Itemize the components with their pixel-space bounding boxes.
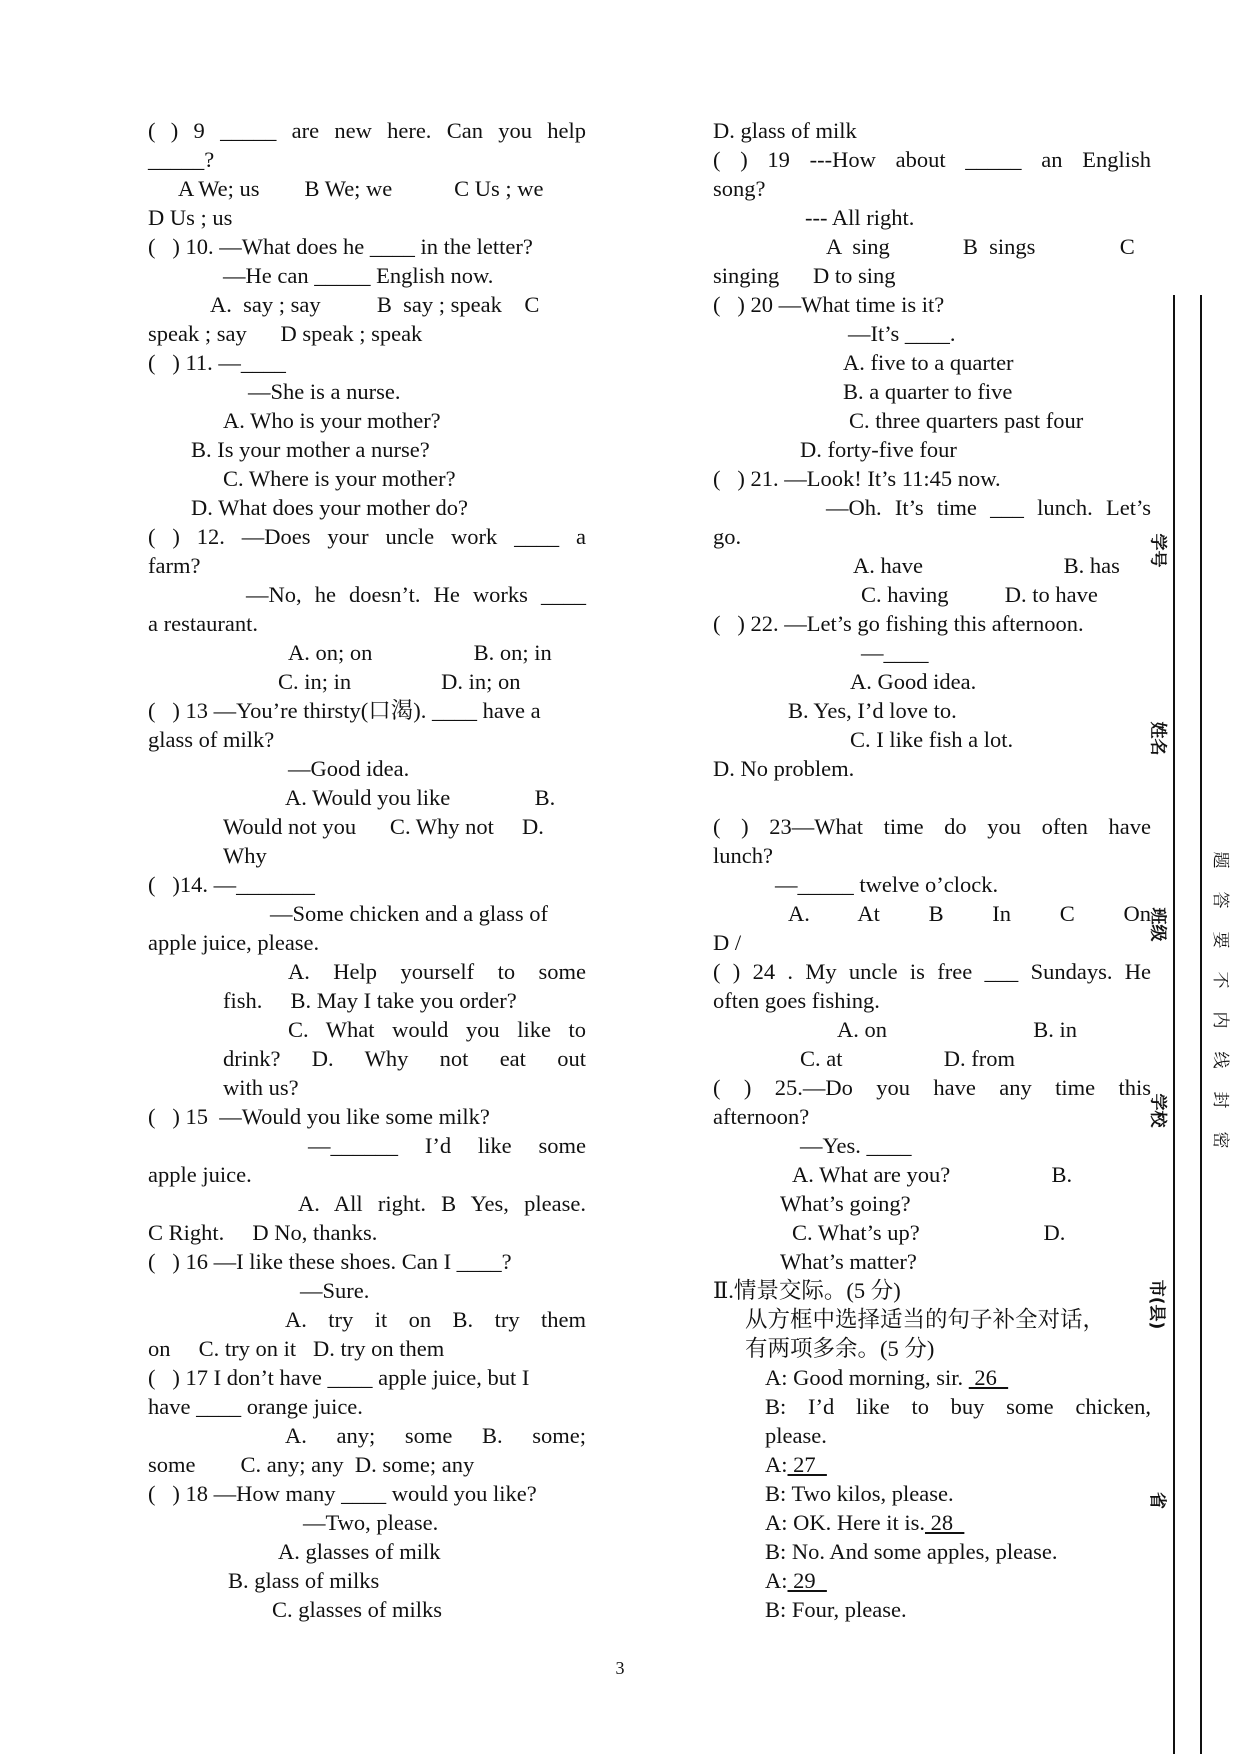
line-text: ( ) 23—What time do you often have — [713, 814, 1151, 839]
text-line — [148, 1247, 586, 1276]
text-line — [148, 609, 586, 638]
city-label: 市(县) — [1146, 1279, 1167, 1330]
text-line — [148, 522, 586, 551]
line-text: farm? — [148, 553, 201, 578]
line-text: —Two, please. — [303, 1510, 439, 1535]
student-id-label: 学号 — [1147, 533, 1168, 568]
line-text: go. — [713, 524, 742, 549]
text-line — [148, 1015, 586, 1044]
text-line — [148, 1102, 586, 1131]
province-label: 省 — [1147, 1492, 1167, 1509]
line-text: A: OK. Here it is. — [765, 1510, 925, 1535]
line-text: ( ) 10. —What does he ____ in the letter? — [148, 234, 533, 259]
line-text: have ____ orange juice. — [148, 1394, 363, 1419]
text-line — [148, 841, 586, 870]
text-line — [148, 1595, 586, 1624]
text-line — [148, 551, 586, 580]
text-line — [148, 116, 586, 145]
text-line — [148, 1421, 586, 1450]
line-text: —____ — [861, 640, 929, 665]
text-line — [713, 957, 1151, 986]
text-line — [713, 232, 1151, 261]
line-text: B. Is your mother a nurse? — [191, 437, 430, 462]
line-text: A. What are you? B. — [792, 1162, 1073, 1187]
text-line — [148, 638, 586, 667]
text-line — [713, 145, 1151, 174]
text-line — [713, 638, 1151, 667]
text-line — [148, 145, 586, 174]
line-text: D. No problem. — [713, 756, 855, 781]
line-text: A. Help yourself to some — [288, 959, 586, 984]
left-column — [148, 116, 586, 1624]
line-text: ( ) 21. —Look! It’s 11:45 now. — [713, 466, 1001, 491]
line-text: A: Good morning, sir. — [765, 1365, 969, 1390]
text-line — [148, 957, 586, 986]
text-line — [148, 986, 586, 1015]
text-line — [713, 522, 1151, 551]
line-text: speak ; say D speak ; speak — [148, 321, 423, 346]
text-line — [148, 377, 586, 406]
answer-blank: 26 — [968, 1365, 1009, 1390]
text-line — [148, 464, 586, 493]
text-line — [148, 174, 586, 203]
line-text: apple juice. — [148, 1162, 252, 1187]
line-text: What’s going? — [780, 1191, 911, 1216]
line-text: 有两项多余。(5 分) — [745, 1336, 935, 1361]
answer-blank: 28 — [924, 1510, 965, 1535]
line-text: ( ) 20 —What time is it? — [713, 292, 945, 317]
text-line — [148, 1044, 586, 1073]
line-text: A. five to a quarter — [843, 350, 1014, 375]
line-text: drink? D. Why not eat out — [223, 1046, 586, 1071]
line-text: A. on; on B. on; in — [288, 640, 552, 665]
text-line — [148, 493, 586, 522]
text-line — [713, 261, 1151, 290]
text-line — [713, 203, 1151, 232]
text-line — [148, 1131, 586, 1160]
text-line — [148, 1450, 586, 1479]
text-line — [148, 667, 586, 696]
text-line — [713, 870, 1151, 899]
text-line — [713, 116, 1151, 145]
text-line — [148, 1073, 586, 1102]
line-text: A. on B. in — [837, 1017, 1078, 1042]
line-text: —It’s ____. — [848, 321, 956, 346]
line-text: ( ) 18 —How many ____ would you like? — [148, 1481, 537, 1506]
warning-char: 内 — [1210, 1011, 1230, 1029]
text-line — [713, 1566, 1151, 1595]
warning-char: 题 — [1210, 851, 1230, 869]
line-text: —Oh. It’s time ___ lunch. Let’s — [826, 495, 1151, 520]
text-line — [713, 899, 1151, 928]
line-text: with us? — [223, 1075, 299, 1100]
text-line — [148, 899, 586, 928]
text-line — [148, 1537, 586, 1566]
text-line — [713, 667, 1151, 696]
line-text: A. Who is your mother? — [223, 408, 441, 433]
text-line — [148, 754, 586, 783]
text-line — [713, 319, 1151, 348]
text-line — [713, 1421, 1151, 1450]
line-text: D / — [713, 930, 742, 955]
text-line — [713, 493, 1151, 522]
line-text: B: No. And some apples, please. — [765, 1539, 1058, 1564]
text-line — [713, 1189, 1151, 1218]
line-text: D. glass of milk — [713, 118, 857, 143]
text-line — [148, 783, 586, 812]
line-text: C. What would you like to — [288, 1017, 586, 1042]
line-text: ( ) 17 I don’t have ____ apple juice, but I — [148, 1365, 530, 1390]
line-text: often goes fishing. — [713, 988, 880, 1013]
text-line — [148, 1392, 586, 1421]
text-line — [713, 754, 1151, 783]
line-text: C. in; in D. in; on — [278, 669, 521, 694]
text-line — [713, 348, 1151, 377]
text-line — [713, 580, 1151, 609]
text-line — [148, 290, 586, 319]
text-line — [148, 406, 586, 435]
line-text: —She is a nurse. — [248, 379, 401, 404]
line-text: B. glass of milks — [228, 1568, 380, 1593]
line-text: ( ) 12. —Does your uncle work ____ a — [148, 524, 586, 549]
line-text: on C. try on it D. try on them — [148, 1336, 445, 1361]
text-line — [148, 1508, 586, 1537]
line-text: —Sure. — [300, 1278, 370, 1303]
line-text: ( ) 13 —You’re thirsty(口渴). ____ have a — [148, 698, 541, 723]
line-text: C. having D. to have — [861, 582, 1098, 607]
page-number: 3 — [615, 1658, 625, 1678]
text-line — [148, 580, 586, 609]
text-line — [713, 464, 1151, 493]
text-line — [148, 1218, 586, 1247]
line-text: A sing B sings C — [826, 234, 1135, 259]
text-line — [713, 1334, 1151, 1363]
line-text: 从方框中选择适当的句子补全对话， — [745, 1307, 1106, 1332]
line-text: afternoon? — [713, 1104, 810, 1129]
text-line — [148, 435, 586, 464]
text-line — [148, 232, 586, 261]
line-text: B. a quarter to five — [843, 379, 1013, 404]
text-line — [713, 174, 1151, 203]
text-line — [148, 261, 586, 290]
line-text: A: — [765, 1452, 788, 1477]
text-line — [713, 1363, 1151, 1392]
text-line — [713, 435, 1151, 464]
text-line — [148, 203, 586, 232]
answer-blank: 27 — [787, 1452, 827, 1477]
text-line — [148, 870, 586, 899]
line-text: A We; us B We; we C Us ; we — [178, 176, 544, 201]
text-line — [713, 551, 1151, 580]
text-line — [148, 812, 586, 841]
text-line — [148, 1160, 586, 1189]
line-text: A. At B In C On — [788, 901, 1151, 926]
line-text: What’s matter? — [780, 1249, 917, 1274]
line-text: C Right. D No, thanks. — [148, 1220, 378, 1245]
line-text: —Yes. ____ — [800, 1133, 912, 1158]
line-text: B: Four, please. — [765, 1597, 907, 1622]
line-text: C. I like fish a lot. — [850, 727, 1014, 752]
line-text: ( ) 16 —I like these shoes. Can I ____? — [148, 1249, 512, 1274]
text-line — [713, 1508, 1151, 1537]
line-text: ( )14. —_______ — [148, 872, 315, 897]
binding-line-inner — [1173, 295, 1175, 1754]
line-text: song? — [713, 176, 766, 201]
line-text: —No, he doesn’t. He works ____ — [246, 582, 586, 607]
text-line — [148, 1479, 586, 1508]
line-text: Why — [223, 843, 267, 868]
text-line — [713, 986, 1151, 1015]
text-line — [713, 696, 1151, 725]
text-line — [713, 1160, 1151, 1189]
text-line — [148, 348, 586, 377]
line-text: —_____ twelve o’clock. — [775, 872, 999, 897]
text-line — [713, 1015, 1151, 1044]
warning-char: 不 — [1210, 971, 1230, 989]
line-text: some C. any; any D. some; any — [148, 1452, 475, 1477]
line-text: _____? — [148, 147, 215, 172]
line-text: ( ) 25.—Do you have any time this — [713, 1075, 1151, 1100]
text-line — [713, 1392, 1151, 1421]
class-label: 班级 — [1147, 907, 1168, 942]
text-line — [713, 406, 1151, 435]
line-text: please. — [765, 1423, 827, 1448]
line-text: —He can _____ English now. — [223, 263, 494, 288]
text-line — [148, 696, 586, 725]
text-line — [713, 725, 1151, 754]
line-text: C. three quarters past four — [849, 408, 1084, 433]
text-line — [148, 1334, 586, 1363]
line-text: —______ I’d like some — [308, 1133, 586, 1158]
text-line — [713, 1305, 1151, 1334]
warning-char: 封 — [1210, 1091, 1230, 1109]
text-line — [713, 1450, 1151, 1479]
line-text: Would not you C. Why not D. — [223, 814, 544, 839]
line-text: D Us ; us — [148, 205, 233, 230]
line-text: C. Where is your mother? — [223, 466, 456, 491]
warning-char: 密 — [1210, 1131, 1230, 1149]
text-line — [713, 609, 1151, 638]
line-text: lunch? — [713, 843, 773, 868]
text-line — [148, 1189, 586, 1218]
text-line — [713, 1044, 1151, 1073]
text-line — [148, 1305, 586, 1334]
text-line — [713, 928, 1151, 957]
seal-line-warning — [1205, 840, 1235, 1160]
line-text: A. All right. B Yes, please. — [298, 1191, 586, 1216]
text-line — [148, 1363, 586, 1392]
right-column — [713, 116, 1151, 1624]
school-label: 学校 — [1147, 1093, 1168, 1128]
text-line — [148, 725, 586, 754]
line-text: --- All right. — [805, 205, 915, 230]
text-line — [713, 1276, 1151, 1305]
line-text: A. say ; say B say ; speak C — [210, 292, 540, 317]
line-text: C. What’s up? D. — [792, 1220, 1066, 1245]
text-line — [148, 928, 586, 957]
text-line — [713, 1073, 1151, 1102]
text-line — [713, 783, 1151, 812]
text-line — [148, 1566, 586, 1595]
text-line — [713, 1131, 1151, 1160]
line-text: C. glasses of milks — [272, 1597, 443, 1622]
line-text: A: — [765, 1568, 788, 1593]
text-line — [713, 1479, 1151, 1508]
line-text: B: Two kilos, please. — [765, 1481, 954, 1506]
text-line — [713, 1102, 1151, 1131]
line-text: B: I’d like to buy some chicken, — [765, 1394, 1151, 1419]
line-text: singing D to sing — [713, 263, 896, 288]
line-text: a restaurant. — [148, 611, 258, 636]
line-text: C. at D. from — [800, 1046, 1015, 1071]
text-line — [713, 290, 1151, 319]
line-text: ( ) 11. —____ — [148, 350, 286, 375]
text-line — [713, 841, 1151, 870]
warning-char: 线 — [1210, 1051, 1230, 1069]
line-text: ( ) 24 . My uncle is free ___ Sundays. He — [713, 959, 1151, 984]
text-line — [148, 319, 586, 348]
warning-char: 答 — [1210, 891, 1230, 909]
line-text: D. forty-five four — [800, 437, 957, 462]
text-line — [713, 1218, 1151, 1247]
line-text: glass of milk? — [148, 727, 275, 752]
text-line — [713, 1595, 1151, 1624]
line-text: fish. B. May I take you order? — [223, 988, 517, 1013]
line-text: A. have B. has — [853, 553, 1120, 578]
line-text: A. any; some B. some; — [285, 1423, 586, 1448]
line-text: A. Good idea. — [850, 669, 977, 694]
line-text: A. glasses of milk — [278, 1539, 441, 1564]
text-line — [713, 377, 1151, 406]
line-text: ( ) 15 —Would you like some milk? — [148, 1104, 490, 1129]
line-text: ( ) 19 ---How about _____ an English — [713, 147, 1151, 172]
line-text: A. try it on B. try them — [285, 1307, 586, 1332]
line-text: —Good idea. — [288, 756, 410, 781]
line-text: A. Would you like B. — [285, 785, 556, 810]
student-name-label: 姓名 — [1147, 721, 1168, 756]
line-text: ( ) 9 _____ are new here. Can you help — [148, 118, 586, 143]
text-line — [148, 1276, 586, 1305]
text-line — [713, 812, 1151, 841]
text-line — [713, 1247, 1151, 1276]
text-line — [713, 1537, 1151, 1566]
answer-blank: 29 — [787, 1568, 827, 1593]
line-text: apple juice, please. — [148, 930, 320, 955]
line-text: D. What does your mother do? — [191, 495, 469, 520]
line-text: —Some chicken and a glass of — [270, 901, 549, 926]
warning-char: 要 — [1210, 931, 1230, 949]
line-text: ( ) 22. —Let’s go fishing this afternoon. — [713, 611, 1084, 636]
line-text: B. Yes, I’d love to. — [788, 698, 957, 723]
line-text: Ⅱ.情景交际。(5 分) — [713, 1278, 901, 1303]
